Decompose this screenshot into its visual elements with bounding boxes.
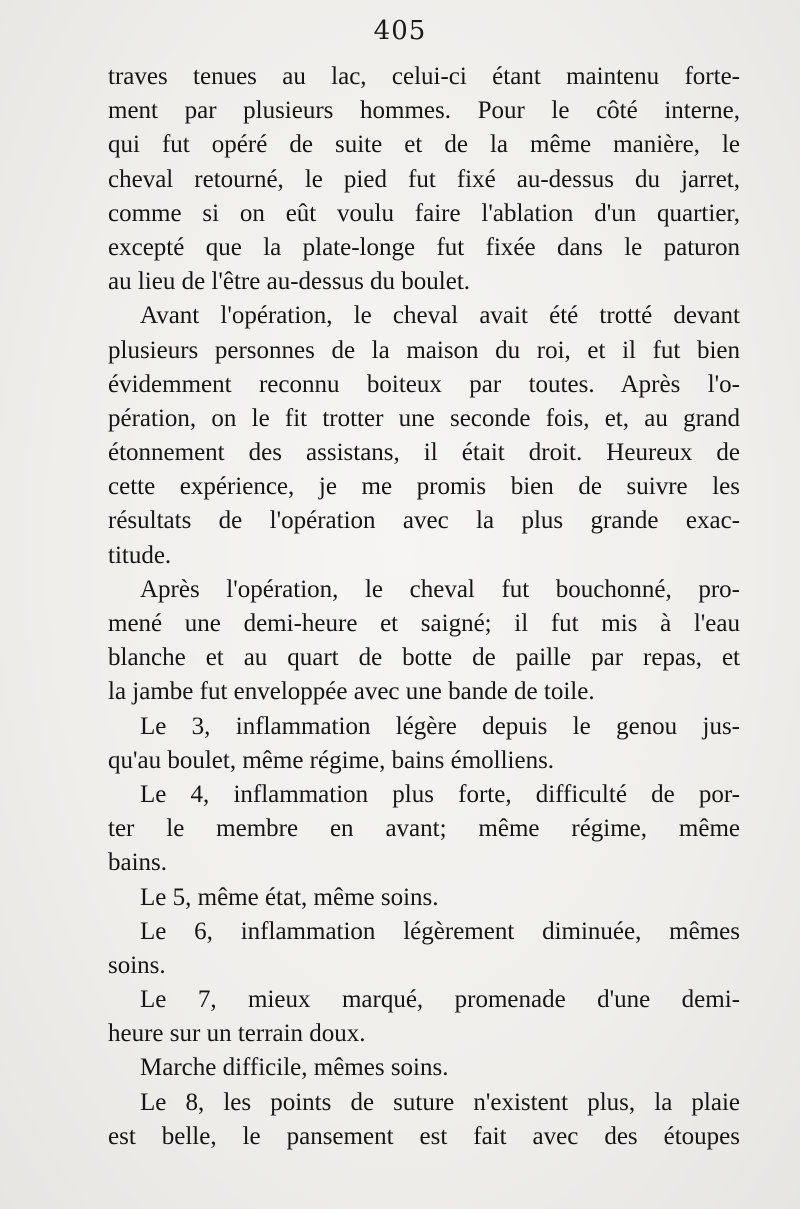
text-line: ter le membre en avant; même régime, même (108, 815, 740, 843)
text-line: résultats de l'opération avec la plus grande exac- (108, 507, 740, 535)
text-line: soins. (108, 951, 166, 979)
text-line: titude. (108, 541, 172, 569)
text-line: Le 6, inflammation légèrement diminuée, mêmes (140, 917, 740, 945)
text-line: traves tenues au lac, celui-ci étant maintenu forte- (108, 63, 740, 90)
text-line: cette expérience, je me promis bien de suivre les (108, 473, 740, 501)
paragraph (108, 915, 740, 983)
paragraph (108, 881, 740, 915)
text-line: plusieurs personnes de la maison du roi, et il fut bien (108, 336, 740, 364)
text-line: la jambe fut enveloppée avec une bande de toile. (108, 678, 595, 706)
paragraph (108, 299, 740, 573)
text-line: blanche et au quart de botte de paille par repas, et (108, 644, 740, 672)
text-line: qu'au boulet, même régime, bains émolliens. (108, 746, 555, 774)
text-line: comme si on eût voulu faire l'ablation d'un quartier, (108, 199, 740, 227)
text-line: Le 8, les points de suture n'existent plus, la plaie (140, 1088, 740, 1116)
text-line: Le 3, inflammation légère depuis le genou jus- (140, 712, 740, 740)
text-line: Le 4, inflammation plus forte, difficulté de por- (140, 780, 740, 808)
text-line: ment par plusieurs hommes. Pour le côté interne, (108, 97, 740, 125)
text-line: Marche difficile, mêmes soins. (140, 1054, 449, 1082)
text-line: au lieu de l'être au-dessus du boulet. (108, 268, 471, 296)
text-line: Avant l'opération, le cheval avait été trotté devant (140, 302, 740, 330)
text-line: Le 5, même état, même soins. (140, 883, 439, 911)
text-line: qui fut opéré de suite et de la même manière, le (108, 131, 740, 159)
text-line: évidemment reconnu boiteux par toutes. Après l'o- (108, 370, 740, 398)
text-line: pération, on le fit trotter une seconde fois, et, au grand (108, 404, 740, 432)
paragraph (108, 778, 740, 881)
paragraph (108, 710, 740, 778)
text-line: cheval retourné, le pied fut fixé au-dessus du jarret, (108, 165, 740, 193)
text-line: étonnement des assistans, il était droit. Heureux de (108, 439, 740, 467)
body-text (108, 60, 740, 1154)
text-line: heure sur un terrain doux. (108, 1020, 366, 1048)
text-line: est belle, le pansement est fait avec des étoupes (108, 1122, 740, 1150)
text-line: excepté que la plate-longe fut fixée dans le paturon (108, 233, 740, 261)
page-number: 405 (373, 16, 427, 46)
text-line: mené une demi-heure et saigné; il fut mis à l'eau (108, 610, 740, 637)
text-line: Après l'opération, le cheval fut bouchonné, pro- (140, 575, 740, 603)
paragraph (108, 60, 740, 299)
paragraph (108, 983, 740, 1051)
paragraph (108, 1051, 740, 1085)
paragraph (108, 573, 740, 710)
text-line: bains. (108, 849, 168, 877)
text-line: Le 7, mieux marqué, promenade d'une demi- (140, 986, 740, 1014)
paragraph (108, 1086, 740, 1154)
